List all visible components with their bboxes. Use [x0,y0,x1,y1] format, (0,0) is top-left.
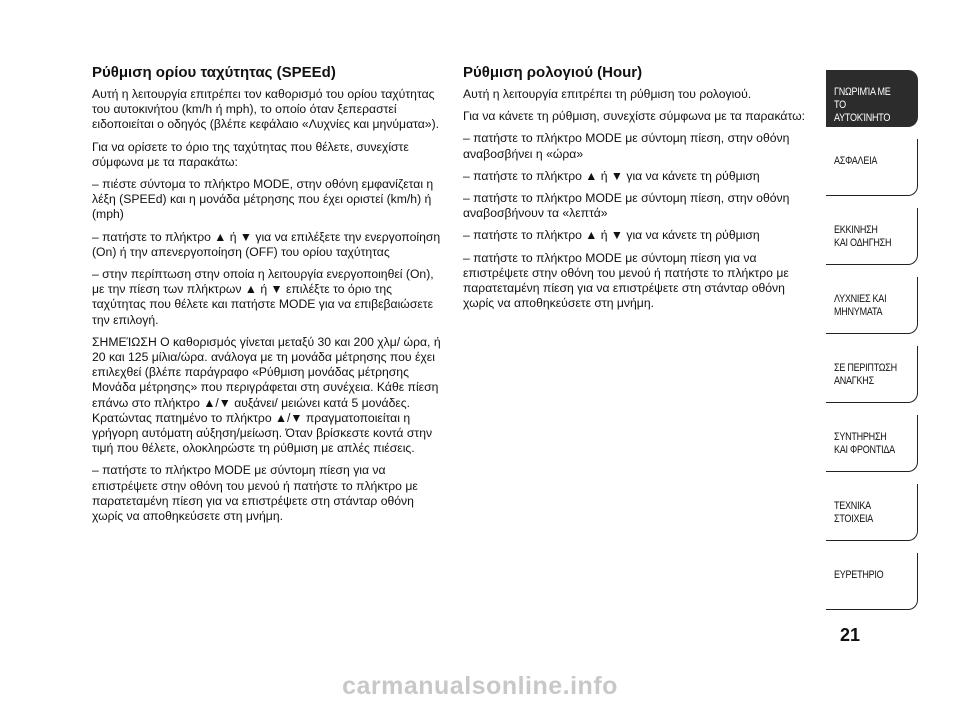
tab-label: ΛΥΧΝΙΕΣ ΚΑΙ ΜΗΝΥΜΑΤΑ [834,293,887,318]
paragraph: – πατήστε το πλήκτρο MODE με σύντομη πίεση, στην οθόνη αναβοσβήνουν τα «λεπτά» [463,191,790,221]
tab-maintenance[interactable] [826,415,918,472]
paragraph: Αυτή η λειτουργία επιτρέπει τη ρύθμιση του ρολογιού. [463,87,752,101]
tab-label: ΣΥΝΤΗΡΗΣΗ ΚΑΙ ΦΡΟΝΤΙΔΑ [834,431,895,456]
clock-setting-heading: Ρύθμιση ρολογιού (Hour) [463,64,643,81]
paragraph: – πατήστε το πλήκτρο ▲ ή ▼ για να κάνετε τη ρύθμιση [463,228,760,243]
page-number: 21 [840,625,861,645]
tab-label: ΕΚΚΙΝΗΣΗ ΚΑΙ ΟΔΗΓΗΣΗ [834,224,892,249]
tab-label: ΓΝΩΡΙΜΊΑ ΜΕ ΤΟ ΑΥΤΟΚΊΝΗΤΟ [834,86,891,124]
paragraph: – πιέστε σύντομα το πλήκτρο MODE, στην οθόνη εμφανίζεται η λέξη (SPEEd) και η μονάδα μέτρησης που έχει οριστεί (km/h) ή (mph) [92,177,434,222]
chapter-tabs [826,70,918,622]
paragraph: – πατήστε το πλήκτρο ▲ ή ▼ για να κάνετε τη ρύθμιση [463,168,760,183]
tab-getting-to-know-car[interactable] [826,70,918,127]
paragraph: – στην περίπτωση στην οποία η λειτουργία ενεργοποιηθεί (On), με την πίεση των πλήκτρων ▲ ή ▼ επιλέξτε το όριο της ταχύτητας που θέλετε και πατήστε MODE για να επιβεβαιώσετε την επιλογή. [92,267,434,327]
paragraph: Για να κάνετε τη ρύθμιση, συνεχίστε σύμφωνα με τα παρακάτω: [463,109,805,124]
tab-label: ΕΥΡΕΤΗΡΙΟ [834,569,884,581]
tab-label: ΣΕ ΠΕΡΙΠΤΩΣΗ ΑΝΑΓΚΗΣ [834,362,897,387]
left-column [92,64,444,531]
paragraph: – πατήστε το πλήκτρο ▲ ή ▼ για να επιλέξετε την ενεργοποίηση (On) ή την απενεργοποίηση (OFF) του ορίου ταχύτητας [92,229,441,259]
paragraph: – πατήστε το πλήκτρο MODE με σύντομη πίεση για να επιστρέψετε στην οθόνη του μενού ή πατήστε το πλήκτρο με παρατεταμένη πίεση για να επιστρέψετε στη στάνταρ οθόνη χωρίς να αποθηκεύσετε στη μνήμη. [463,250,789,311]
paragraph: Αυτή η λειτουργία επιτρέπει τον καθορισμό του ορίου ταχύτητας του αυτοκινήτου (km/h ή mph), το οποίο όταν ξεπεραστεί ειδοποιείται ο οδηγός (βλέπε κεφάλαιο «Λυχνίες και μηνύματα»). [92,87,440,132]
tab-starting-driving[interactable] [826,208,918,265]
tab-label: ΤΕΧΝΙΚΑ ΣΤΟΙΧΕΙΑ [834,500,874,525]
tab-index[interactable] [826,553,918,610]
tab-emergency[interactable] [826,346,918,403]
tab-label: ΑΣΦΑΛΕΙΑ [834,155,878,167]
paragraph: – πατήστε το πλήκτρο MODE με σύντομη πίεση, στην οθόνη αναβοσβήνει η «ώρα» [463,131,790,161]
watermark: carmanualsonline.info [342,672,618,700]
note-paragraph: ΣΗΜΕΊΩΣΗ Ο καθορισμός γίνεται μεταξύ 30 και 200 χλμ/ ώρα, ή 20 και 125 μίλια/ώρα. ανάλογα με τη μονάδα μέτρησης που έχει επιλεχθεί (βλέπε παράγραφο «Ρύθμιση μονάδας μέτρησης Μονάδα μέτρησης» που περιγράφεται στη συνέχεια. Κάθε πίεση επάνω στο πλήκτρο ▲/▼ αυξάνει/ μειώνει κατά 5 μονάδες. Κρατώντας πατημένο το πλήκτρο ▲/▼ πραγματοποιείται η γρήγορη αυτόματη αύξηση/μείωση. Όταν βρίσκεστε κοντά στην τιμή που θέλετε, ολοκληρώστε τη ρύθμιση με απλές πιέσεις. [92,334,441,456]
paragraph: Για να ορίσετε το όριο της ταχύτητας που θέλετε, συνεχίστε σύμφωνα με τα παρακάτω: [92,139,409,169]
right-column [463,64,813,318]
paragraph: – πατήστε το πλήκτρο MODE με σύντομη πίεση για να επιστρέψετε στην οθόνη του μενού ή πατήστε το πλήκτρο με παρατεταμένη πίεση για να επιστρέψετε στη στάνταρ οθόνη χωρίς να αποθηκεύσετε στη μνήμη. [92,463,418,524]
tab-safety[interactable] [826,139,918,196]
tab-technical-data[interactable] [826,484,918,541]
tab-warning-lights[interactable] [826,277,918,334]
speed-limit-heading: Ρύθμιση ορίου ταχύτητας (SPEEd) [92,64,336,81]
